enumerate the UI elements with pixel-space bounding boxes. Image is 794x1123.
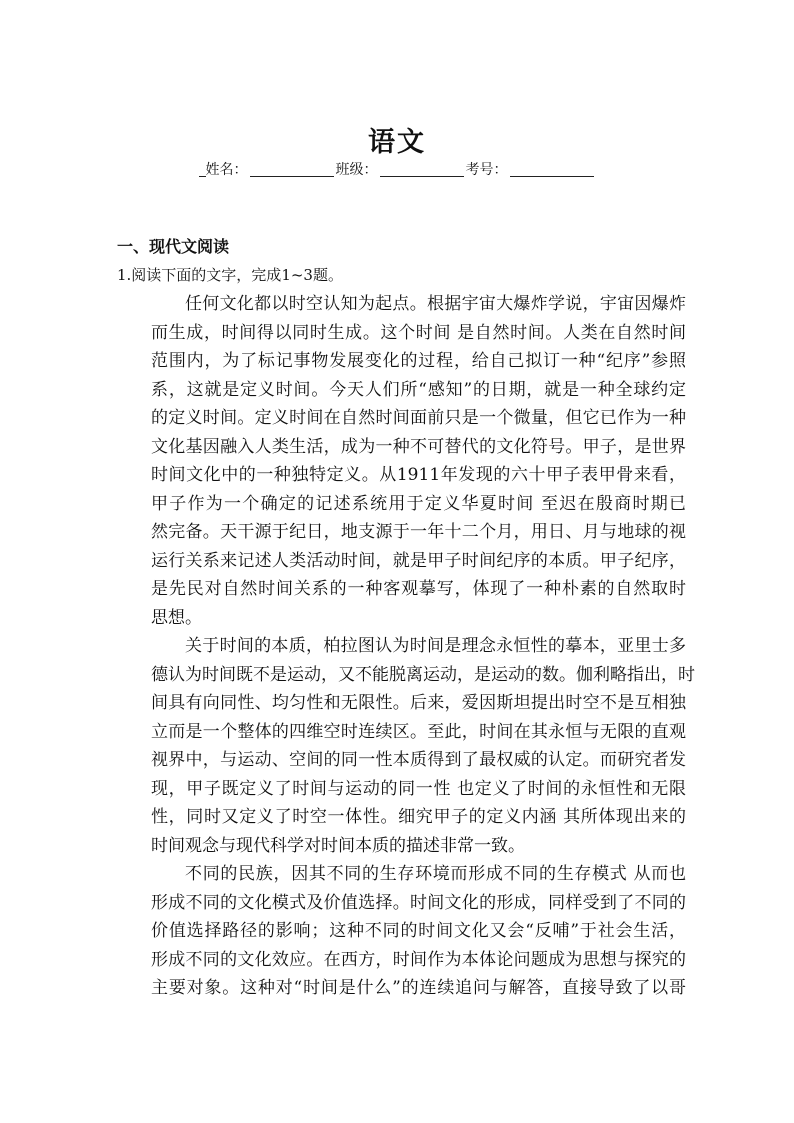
text-line: 价值选择路径的影响；这种不同的时间文化又会“反哺”于社会生活，	[151, 921, 686, 941]
text-line: 现，甲子既定义了时间与运动的同一性 也定义了时间的永恒性和无限	[151, 778, 686, 799]
text-line: 时间观念与现代科学对时间本质的描述非常一致。	[151, 835, 525, 856]
name-label: 姓名：	[205, 162, 248, 178]
class-label: 班级：	[335, 162, 378, 178]
text-line: 是先民对自然时间关系的一种客观摹写，体现了一种朴素的自然取时	[151, 579, 686, 599]
text-line: 形成不同的文化效应。在西方，时间作为本体论问题成为思想与探究的	[151, 949, 686, 970]
name-field[interactable]	[250, 162, 334, 177]
text-line: 范围内，为了标记事物发展变化的过程，给自己拟订一种“纪序”参照	[151, 351, 686, 371]
text-line: 任何文化都以时空认知为起点。根据宇宙大爆炸学说，宇宙因爆炸	[185, 294, 686, 314]
student-info-line	[0, 160, 794, 180]
text-line: 视界中，与运动、空间的同一性本质得到了最权威的认定。而研究者发	[151, 750, 686, 770]
text-line: 间具有向同性、均匀性和无限性。后来，爱因斯坦提出时空不是互相独	[151, 693, 686, 713]
text-line: 的定义时间。定义时间在自然时间面前只是一个微量，但它已作为一种	[151, 408, 686, 428]
text-line: 运行关系来记述人类活动时间，就是甲子时间纪序的本质。甲子纪序，	[151, 550, 686, 571]
text-line: 不同的民族，因其不同的生存环境而形成不同的生存模式 从而也	[185, 864, 686, 884]
text-line: 主要对象。这种对“时间是什么”的连续追问与解答，直接导致了以哥	[151, 978, 686, 998]
text-line: 形成不同的文化模式及价值选择。时间文化的形成，同样受到了不同的	[151, 892, 686, 913]
text-line: 关于时间的本质，柏拉图认为时间是理念永恒性的摹本，亚里士多	[185, 636, 686, 656]
question-prompt: 1.阅读下面的文字，完成1~3题。	[117, 266, 343, 284]
text-line: 思想。	[151, 607, 202, 628]
text-line: 甲子作为一个确定的记述系统用于定义华夏时间 至迟在殷商时期已	[151, 493, 686, 514]
text-line: 时间文化中的一种独特定义。从1911年发现的六十甲子表甲骨来看，	[151, 465, 686, 485]
text-line: 德认为时间既不是运动，又不能脱离运动，是运动的数。伽利略指出，时	[151, 664, 695, 685]
document-title: 语文	[368, 127, 426, 158]
leading-underline	[199, 162, 206, 177]
exam-no-field[interactable]	[510, 162, 594, 177]
paragraph-2	[117, 632, 695, 860]
text-line: 立而是一个整体的四维空时连续区。至此，时间在其永恒与无限的直观	[151, 721, 686, 742]
text-line: 系，这就是定义时间。今天人们所“感知”的日期，就是一种全球约定	[151, 379, 686, 400]
section-heading: 一、现代文阅读	[117, 237, 230, 256]
text-line: 文化基因融入人类生活，成为一种不可替代的文化符号。甲子，是世界	[151, 436, 686, 457]
reading-passage	[117, 290, 695, 1003]
text-line: 而生成，时间得以同时生成。这个时间 是自然时间。人类在自然时间	[151, 322, 686, 343]
class-field[interactable]	[380, 162, 464, 177]
paragraph-1	[117, 290, 686, 632]
paragraph-3	[117, 860, 686, 1003]
text-line: 然完备。天干源于纪日，地支源于一年十二个月，用日、月与地球的视	[151, 522, 686, 542]
text-line: 性，同时又定义了时空一体性。细究甲子的定义内涵 其所体现出来的	[151, 807, 686, 827]
exam-no-label: 考号：	[465, 162, 508, 178]
